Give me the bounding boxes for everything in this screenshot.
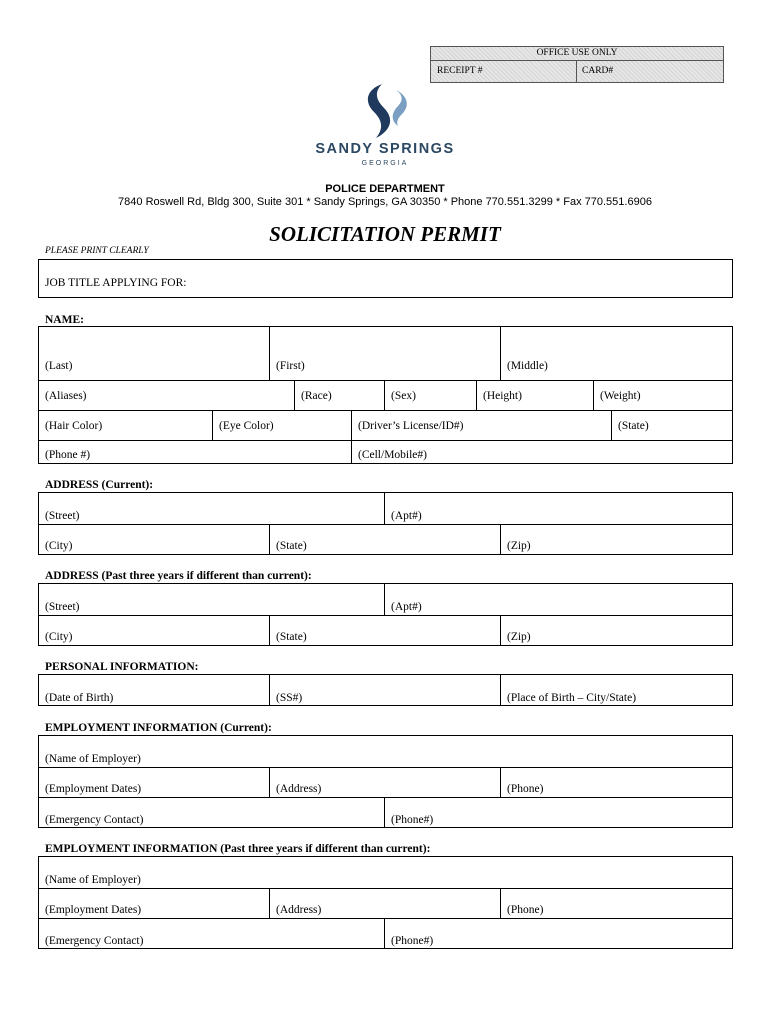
- card-field[interactable]: CARD#: [582, 66, 614, 76]
- office-use-header: OFFICE USE ONLY: [431, 47, 723, 61]
- job-title-field[interactable]: [38, 259, 733, 298]
- personal-info-heading: PERSONAL INFORMATION:: [45, 661, 199, 673]
- cell-field[interactable]: (Cell/Mobile#): [358, 449, 427, 461]
- current-state-field[interactable]: (State): [276, 540, 307, 552]
- past-state-field[interactable]: (State): [276, 631, 307, 643]
- past-employer-address-field[interactable]: (Address): [276, 904, 322, 916]
- past-employment-dates-field[interactable]: (Employment Dates): [45, 904, 142, 916]
- name-table: [38, 326, 733, 464]
- past-employer-phone-field[interactable]: (Phone): [507, 904, 544, 916]
- current-street-field[interactable]: (Street): [45, 510, 80, 522]
- height-field[interactable]: (Height): [483, 390, 522, 402]
- past-zip-field[interactable]: (Zip): [507, 631, 531, 643]
- current-emergency-contact-field[interactable]: (Emergency Contact): [45, 814, 144, 826]
- employment-current-heading: EMPLOYMENT INFORMATION (Current):: [45, 722, 272, 734]
- logo-swoosh-icon: [300, 82, 470, 144]
- current-employer-phone-field[interactable]: (Phone): [507, 783, 544, 795]
- eye-color-field[interactable]: (Eye Color): [219, 420, 274, 432]
- address-current-heading: ADDRESS (Current):: [45, 479, 154, 491]
- logo-name: SANDY SPRINGS: [315, 141, 455, 157]
- weight-field[interactable]: (Weight): [600, 390, 641, 402]
- office-use-divider: [576, 60, 577, 82]
- phone-field[interactable]: (Phone #): [45, 449, 91, 461]
- current-zip-field[interactable]: (Zip): [507, 540, 531, 552]
- current-employer-field[interactable]: (Name of Employer): [45, 753, 141, 765]
- ssn-field[interactable]: (SS#): [276, 692, 303, 704]
- sandy-springs-logo: [300, 82, 470, 174]
- job-title-label: JOB TITLE APPLYING FOR:: [45, 277, 187, 289]
- employment-past-heading: EMPLOYMENT INFORMATION (Past three years if different than current):: [45, 843, 431, 855]
- past-employer-field[interactable]: (Name of Employer): [45, 874, 141, 886]
- print-clearly-note: PLEASE PRINT CLEARLY: [45, 246, 149, 256]
- past-emergency-phone-field[interactable]: (Phone#): [391, 935, 434, 947]
- address-past-table: [38, 583, 733, 646]
- past-emergency-contact-field[interactable]: (Emergency Contact): [45, 935, 144, 947]
- office-use-box: [430, 46, 724, 83]
- current-apt-field[interactable]: (Apt#): [391, 510, 422, 522]
- race-field[interactable]: (Race): [301, 390, 332, 402]
- license-state-field[interactable]: (State): [618, 420, 649, 432]
- page-title: SOLICITATION PERMIT: [269, 222, 501, 246]
- receipt-field[interactable]: RECEIPT #: [437, 66, 483, 76]
- personal-info-table: [38, 674, 733, 706]
- past-apt-field[interactable]: (Apt#): [391, 601, 422, 613]
- dob-field[interactable]: (Date of Birth): [45, 692, 114, 704]
- address-current-table: [38, 492, 733, 555]
- aliases-field[interactable]: (Aliases): [45, 390, 87, 402]
- sex-field[interactable]: (Sex): [391, 390, 416, 402]
- name-heading: NAME:: [45, 314, 84, 326]
- drivers-license-field[interactable]: (Driver’s License/ID#): [358, 420, 464, 432]
- department-address: 7840 Roswell Rd, Bldg 300, Suite 301 * Sandy Springs, GA 30350 * Phone 770.551.3299 * Fax 770.551.6906: [118, 196, 652, 208]
- logo-sub: GEORGIA: [361, 160, 409, 167]
- department-title: POLICE DEPARTMENT: [325, 183, 445, 195]
- place-of-birth-field[interactable]: (Place of Birth – City/State): [507, 692, 637, 704]
- current-emergency-phone-field[interactable]: (Phone#): [391, 814, 434, 826]
- current-employment-dates-field[interactable]: (Employment Dates): [45, 783, 142, 795]
- past-city-field[interactable]: (City): [45, 631, 73, 643]
- middle-name-field[interactable]: (Middle): [507, 360, 548, 372]
- first-name-field[interactable]: (First): [276, 360, 305, 372]
- employment-past-table: [38, 856, 733, 949]
- address-past-heading: ADDRESS (Past three years if different than current):: [45, 570, 312, 582]
- hair-color-field[interactable]: (Hair Color): [45, 420, 103, 432]
- last-name-field[interactable]: (Last): [45, 360, 73, 372]
- current-employer-address-field[interactable]: (Address): [276, 783, 322, 795]
- employment-current-table: [38, 735, 733, 828]
- past-street-field[interactable]: (Street): [45, 601, 80, 613]
- current-city-field[interactable]: (City): [45, 540, 73, 552]
